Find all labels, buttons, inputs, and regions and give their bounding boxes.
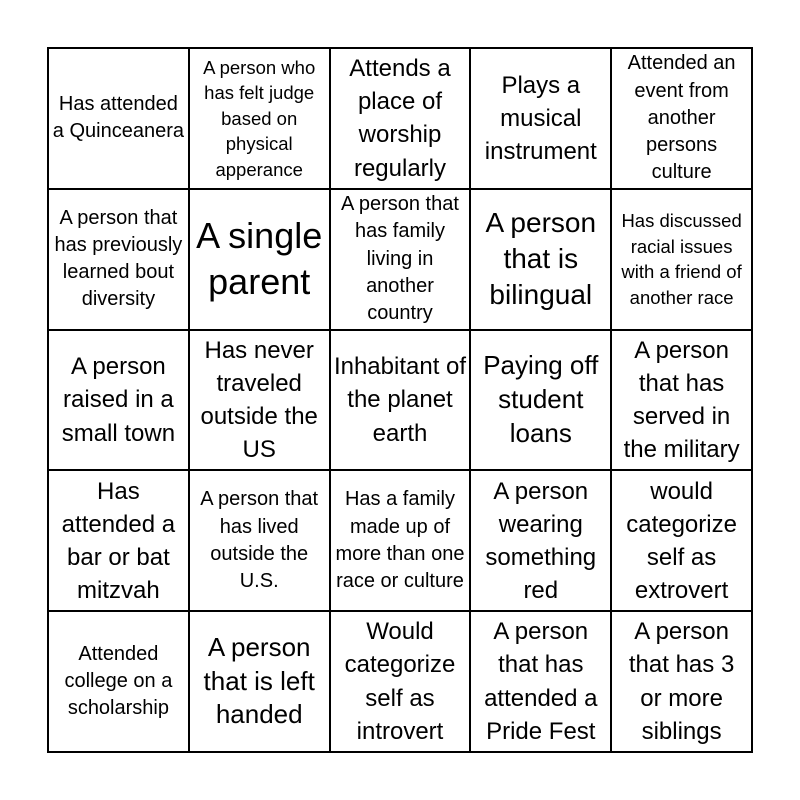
bingo-cell-r4c4[interactable]: A person wearing something red	[471, 471, 612, 612]
bingo-cell-r5c3[interactable]: Would categorize self as introvert	[331, 612, 472, 753]
bingo-cell-r4c3[interactable]: Has a family made up of more than one race or culture	[331, 471, 472, 612]
bingo-cell-r5c4[interactable]: A person that has attended a Pride Fest	[471, 612, 612, 753]
bingo-cell-r3c4[interactable]: Paying off student loans	[471, 331, 612, 472]
bingo-cell-r5c1[interactable]: Attended college on a scholarship	[49, 612, 190, 753]
bingo-cell-r3c1[interactable]: A person raised in a small town	[49, 331, 190, 472]
bingo-cell-r1c3[interactable]: Attends a place of worship regularly	[331, 49, 472, 190]
bingo-cell-r2c2[interactable]: A single parent	[190, 190, 331, 331]
bingo-cell-r1c4[interactable]: Plays a musical instrument	[471, 49, 612, 190]
bingo-cell-r5c5[interactable]: A person that has 3 or more siblings	[612, 612, 753, 753]
bingo-cell-r2c5[interactable]: Has discussed racial issues with a friend of another race	[612, 190, 753, 331]
bingo-cell-r5c2[interactable]: A person that is left handed	[190, 612, 331, 753]
bingo-cell-r4c5[interactable]: would categorize self as extrovert	[612, 471, 753, 612]
bingo-cell-r1c2[interactable]: A person who has felt judge based on physical apperance	[190, 49, 331, 190]
bingo-board	[47, 47, 753, 753]
bingo-cell-r1c1[interactable]: Has attended a Quinceanera	[49, 49, 190, 190]
bingo-cell-r3c5[interactable]: A person that has served in the military	[612, 331, 753, 472]
bingo-cell-r2c4[interactable]: A person that is bilingual	[471, 190, 612, 331]
bingo-cell-r2c1[interactable]: A person that has previously learned bout diversity	[49, 190, 190, 331]
bingo-cell-r2c3[interactable]: A person that has family living in another country	[331, 190, 472, 331]
bingo-cell-r4c2[interactable]: A person that has lived outside the U.S.	[190, 471, 331, 612]
bingo-cell-r3c3[interactable]: Inhabitant of the planet earth	[331, 331, 472, 472]
bingo-cell-r4c1[interactable]: Has attended a bar or bat mitzvah	[49, 471, 190, 612]
bingo-cell-r1c5[interactable]: Attended an event from another persons culture	[612, 49, 753, 190]
bingo-cell-r3c2[interactable]: Has never traveled outside the US	[190, 331, 331, 472]
